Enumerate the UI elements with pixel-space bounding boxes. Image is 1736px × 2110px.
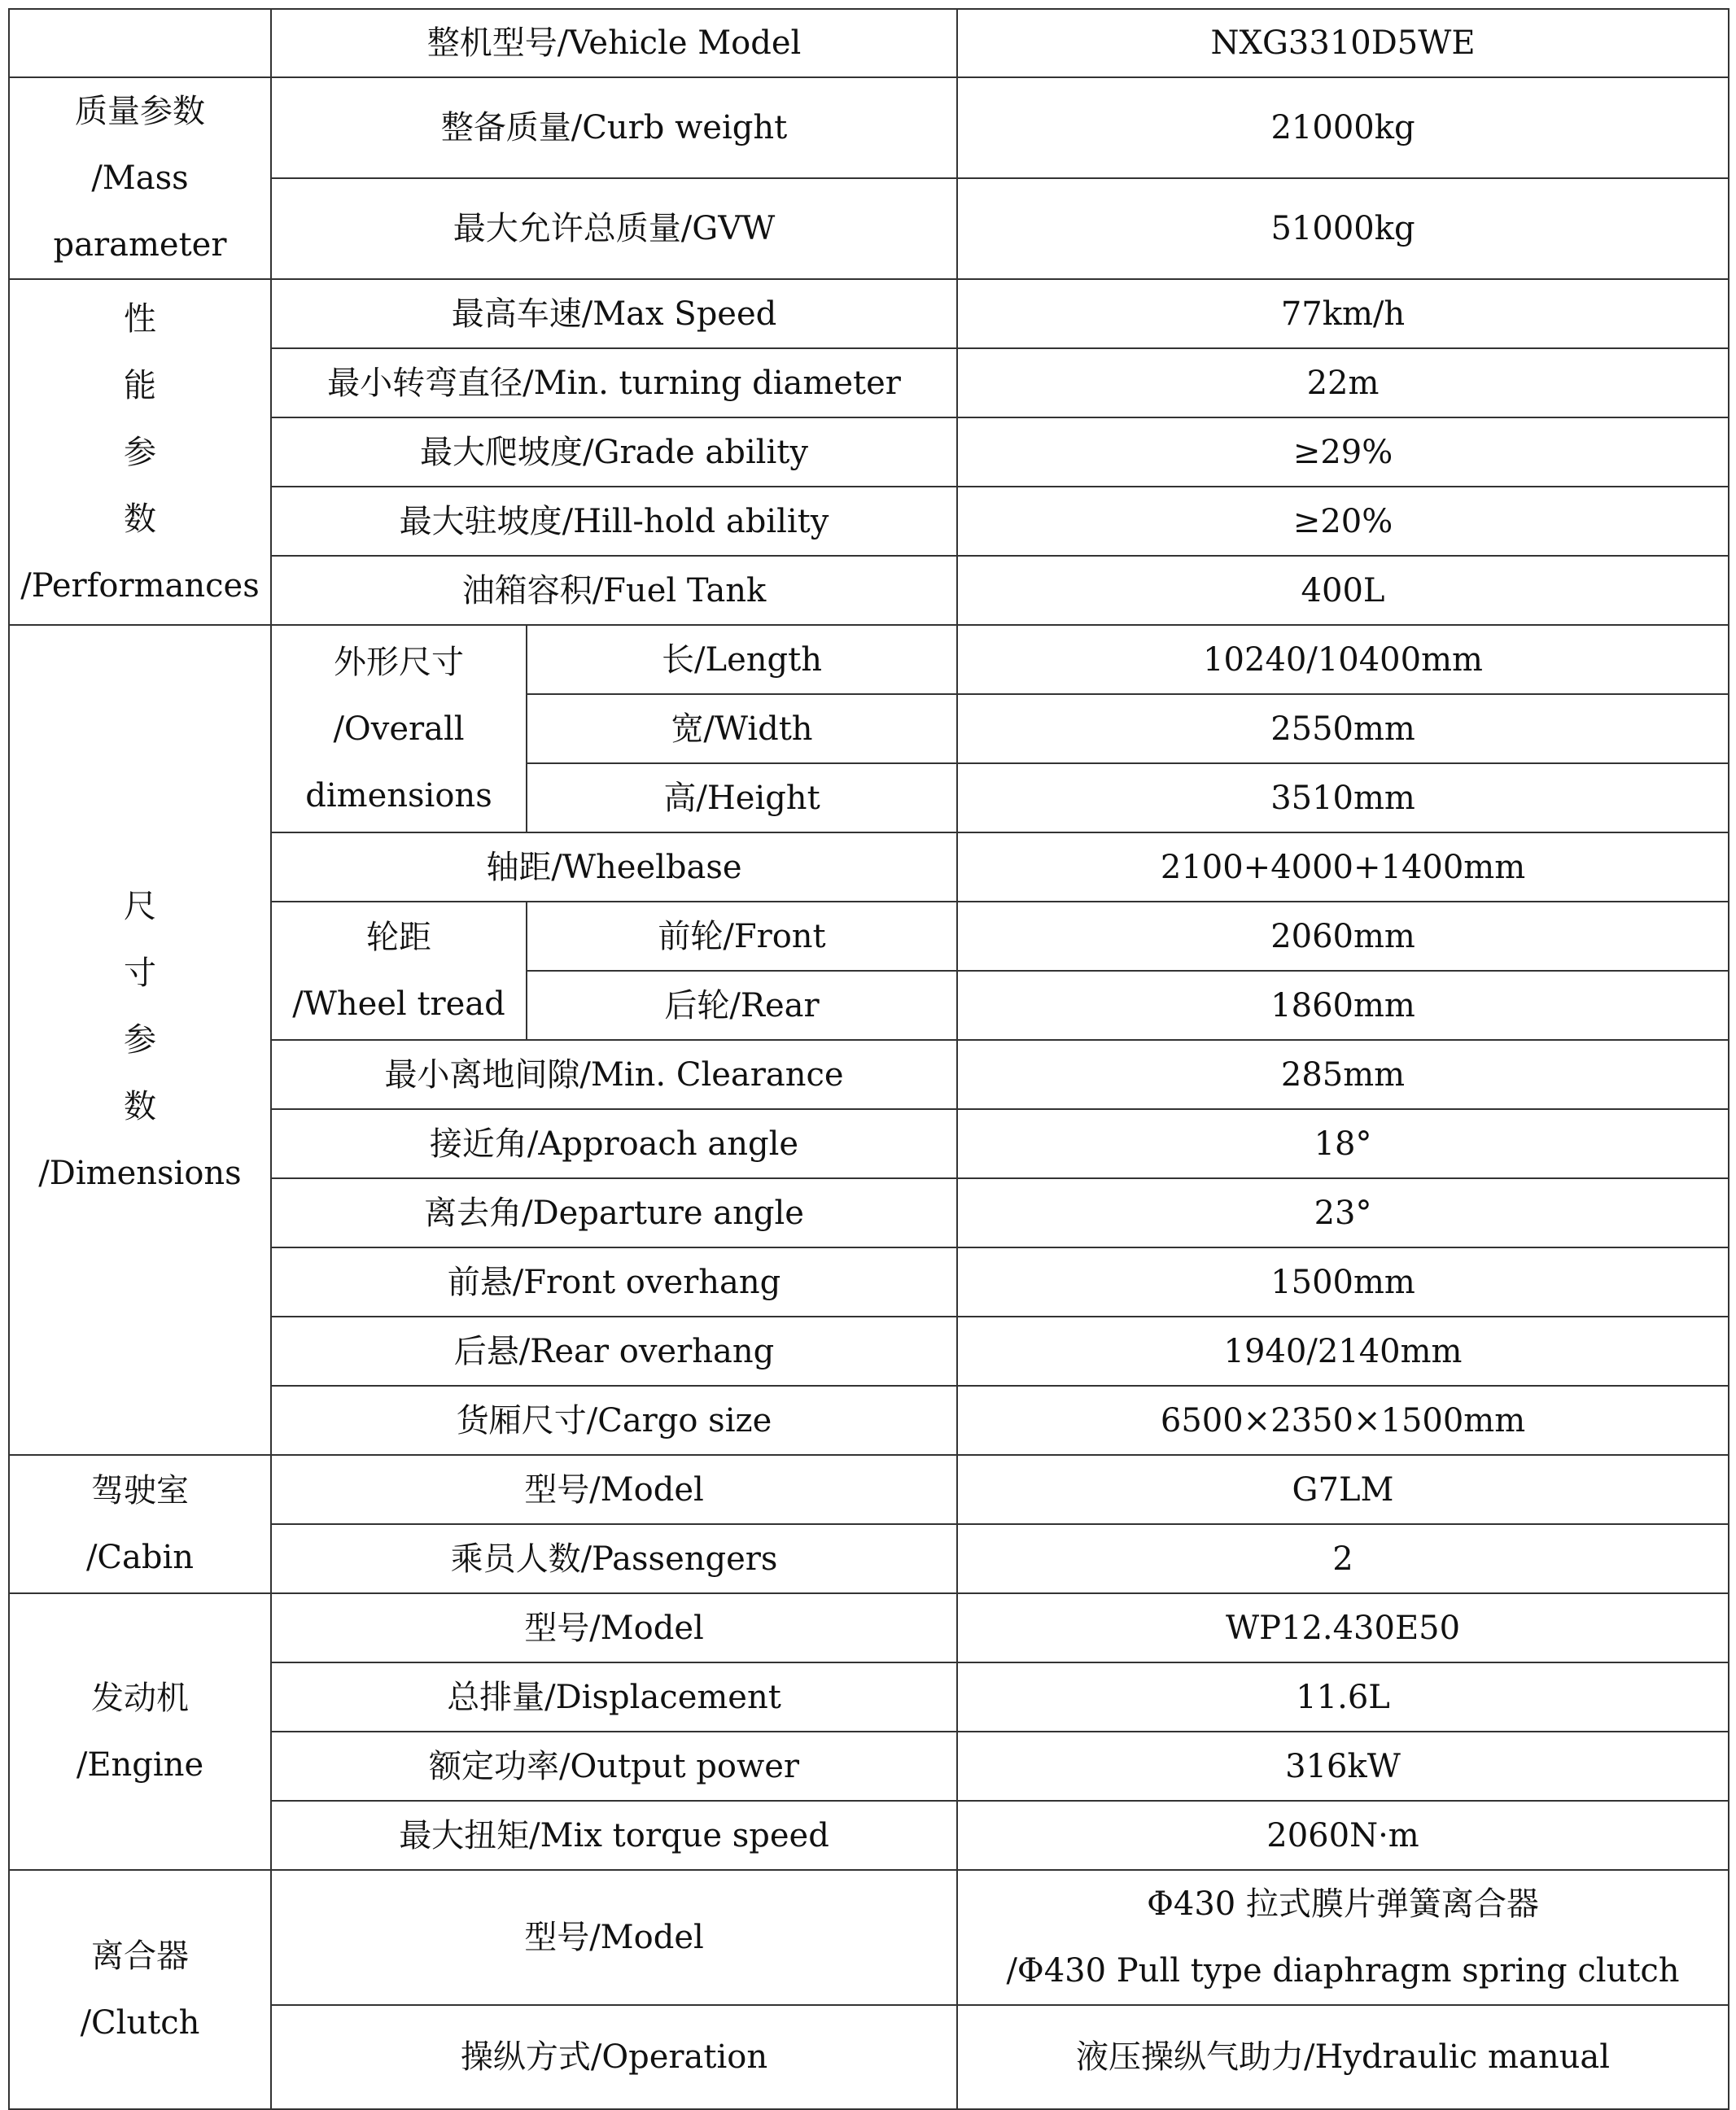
param-value: 77km/h	[957, 279, 1729, 348]
subgroup-label-overall: 外形尺寸 /Overall dimensions	[271, 625, 527, 832]
param-value: ≥29%	[957, 417, 1729, 487]
param-value: 3510mm	[957, 763, 1729, 832]
param-label: 整备质量/Curb weight	[271, 77, 957, 178]
group-label-clutch: 离合器 /Clutch	[9, 1870, 271, 2109]
group-label-mass: 质量参数 /Mass parameter	[9, 77, 271, 279]
param-label: 前悬/Front overhang	[271, 1247, 957, 1317]
param-value: NXG3310D5WE	[957, 9, 1729, 77]
param-label: 最大允许总质量/GVW	[271, 178, 957, 279]
table-row	[9, 1593, 1729, 1662]
param-label: 最小离地间隙/Min. Clearance	[271, 1040, 957, 1109]
param-value: G7LM	[957, 1455, 1729, 1524]
param-value: 2060mm	[957, 902, 1729, 971]
param-label: 型号/Model	[271, 1593, 957, 1662]
param-label: 轴距/Wheelbase	[271, 832, 957, 902]
param-value: 1940/2140mm	[957, 1317, 1729, 1386]
param-label: 最大爬坡度/Grade ability	[271, 417, 957, 487]
param-label: 操纵方式/Operation	[271, 2005, 957, 2109]
param-label: 乘员人数/Passengers	[271, 1524, 957, 1593]
group-label-cabin: 驾驶室 /Cabin	[9, 1455, 271, 1593]
param-label: 前轮/Front	[527, 902, 957, 971]
param-value: 23°	[957, 1178, 1729, 1247]
param-label: 高/Height	[527, 763, 957, 832]
param-label: 长/Length	[527, 625, 957, 694]
param-label: 宽/Width	[527, 694, 957, 763]
param-label: 接近角/Approach angle	[271, 1109, 957, 1178]
param-label: 额定功率/Output power	[271, 1732, 957, 1801]
table-row	[9, 625, 1729, 694]
param-value: 21000kg	[957, 77, 1729, 178]
param-value: 2060N·m	[957, 1801, 1729, 1870]
group-label-engine: 发动机 /Engine	[9, 1593, 271, 1870]
subgroup-label-tread: 轮距 /Wheel tread	[271, 902, 527, 1040]
empty-corner-cell	[9, 9, 271, 77]
spec-table	[8, 8, 1729, 2110]
group-label-performance: 性 能 参 数 /Performances	[9, 279, 271, 625]
param-value: Φ430 拉式膜片弹簧离合器 /Φ430 Pull type diaphragm spring clutch	[957, 1870, 1729, 2005]
param-value: 11.6L	[957, 1662, 1729, 1732]
table-row	[9, 279, 1729, 348]
param-value: 51000kg	[957, 178, 1729, 279]
param-value: WP12.430E50	[957, 1593, 1729, 1662]
param-value: 2100+4000+1400mm	[957, 832, 1729, 902]
param-value: 400L	[957, 556, 1729, 625]
param-label: 货厢尺寸/Cargo size	[271, 1386, 957, 1455]
param-value: 10240/10400mm	[957, 625, 1729, 694]
table-row	[9, 1455, 1729, 1524]
param-value: 285mm	[957, 1040, 1729, 1109]
table-row	[9, 77, 1729, 178]
group-label-dimensions: 尺 寸 参 数 /Dimensions	[9, 625, 271, 1455]
param-value: 液压操纵气助力/Hydraulic manual	[957, 2005, 1729, 2109]
param-label: 离去角/Departure angle	[271, 1178, 957, 1247]
param-value: 6500×2350×1500mm	[957, 1386, 1729, 1455]
param-label: 最高车速/Max Speed	[271, 279, 957, 348]
param-value: 1860mm	[957, 971, 1729, 1040]
param-label: 型号/Model	[271, 1455, 957, 1524]
param-label: 整机型号/Vehicle Model	[271, 9, 957, 77]
param-label: 最小转弯直径/Min. turning diameter	[271, 348, 957, 417]
table-row	[9, 9, 1729, 77]
param-value: 2550mm	[957, 694, 1729, 763]
param-label: 油箱容积/Fuel Tank	[271, 556, 957, 625]
param-value: 18°	[957, 1109, 1729, 1178]
table-row	[9, 1870, 1729, 2005]
param-label: 后悬/Rear overhang	[271, 1317, 957, 1386]
param-label: 总排量/Displacement	[271, 1662, 957, 1732]
param-value: 316kW	[957, 1732, 1729, 1801]
param-label: 最大扭矩/Mix torque speed	[271, 1801, 957, 1870]
param-label: 后轮/Rear	[527, 971, 957, 1040]
param-value: 2	[957, 1524, 1729, 1593]
param-label: 型号/Model	[271, 1870, 957, 2005]
param-value: ≥20%	[957, 487, 1729, 556]
param-label: 最大驻坡度/Hill-hold ability	[271, 487, 957, 556]
param-value: 1500mm	[957, 1247, 1729, 1317]
param-value: 22m	[957, 348, 1729, 417]
